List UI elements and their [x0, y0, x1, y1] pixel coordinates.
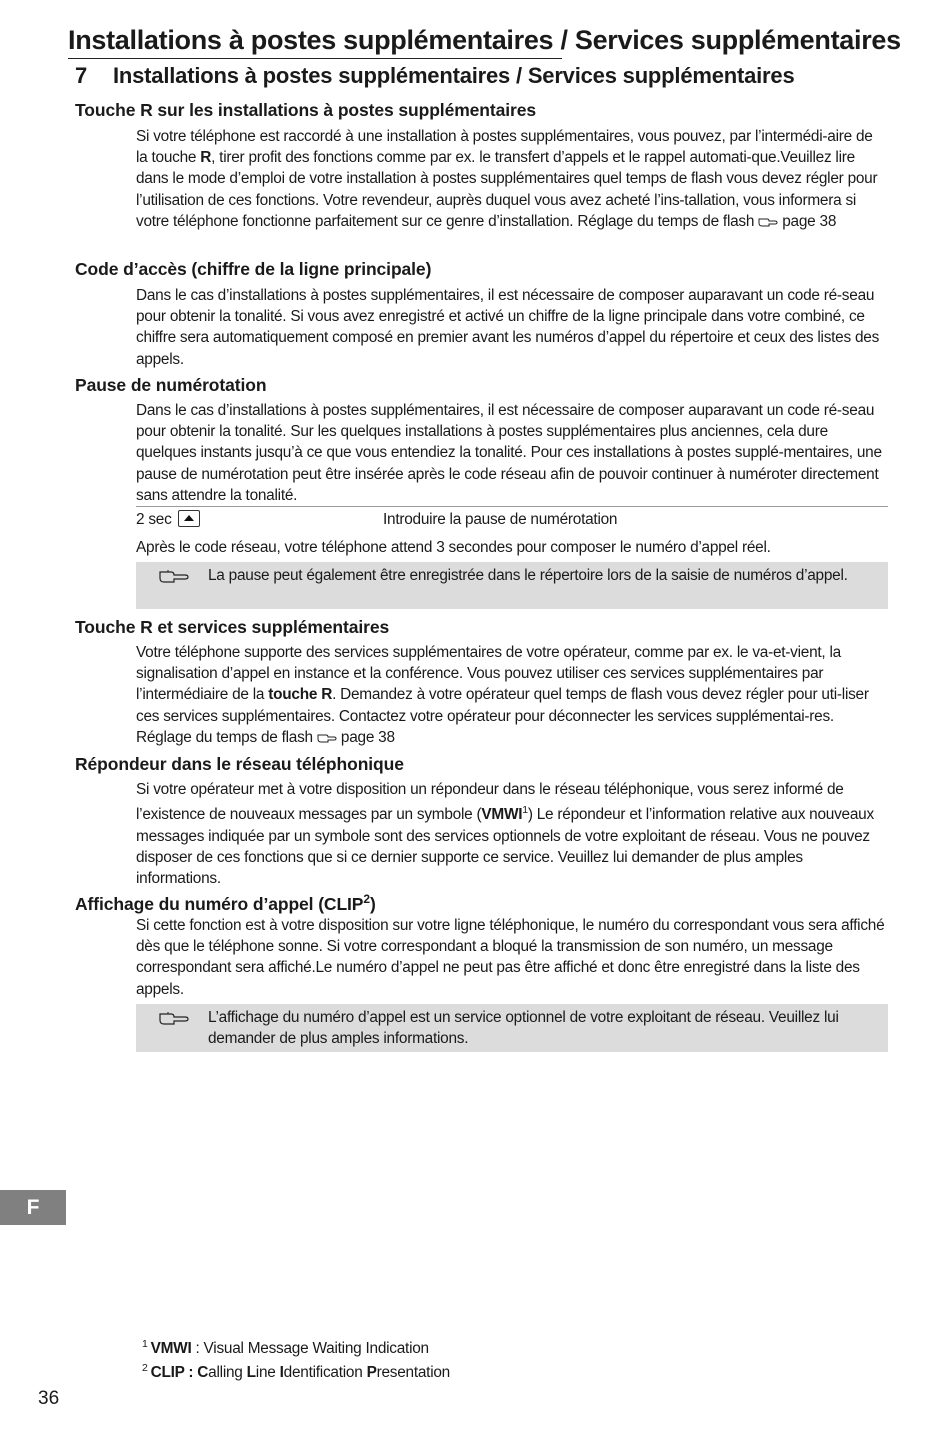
chapter-title: Installations à postes supplémentaires / Services supplémentaires	[113, 63, 795, 88]
language-tab: F	[0, 1190, 66, 1225]
pause-after-text: Après le code réseau, votre téléphone attend 3 secondes pour composer le numéro d’appel réel.	[136, 539, 771, 556]
section-title-pause: Pause de numérotation	[75, 375, 267, 395]
step-row	[136, 506, 888, 533]
pointing-hand-icon	[158, 568, 190, 584]
chapter-number: 7	[75, 63, 88, 88]
pointing-hand-icon	[317, 732, 337, 743]
page-header	[68, 22, 901, 58]
section-title-repondeur: Répondeur dans le réseau téléphonique	[75, 754, 404, 774]
section-title-clip: Affichage du numéro d’appel (CLIP$^2$)	[75, 892, 376, 914]
section-title-code-acces: Code d’accès (chiffre de la ligne principale)	[75, 259, 432, 279]
note-box-clip	[136, 1004, 888, 1052]
section-title-services: Touche R et services supplémentaires	[75, 617, 390, 637]
note-box-pause	[136, 562, 888, 609]
page-ref: page 38	[340, 728, 395, 746]
section-text-repondeur: Si votre opérateur met à votre disposition un répondeur dans le réseau téléphonique, vous serez informé de l’existence de nouveaux messages par un symbole (VMWI$^1$) Le répondeur et l’information relative aux nouveaux messages indiquée par un symbole sont des services optionnels de votre exploitant de réseau. Vous ne pouvez disposer de ces fonctions que si ce dernier supporte ce service. Veuillez lui demander de plus amples informations.	[136, 781, 874, 887]
page-ref: page 38	[782, 212, 837, 230]
pointing-hand-icon	[758, 216, 778, 227]
footnote-1: $^1$ VMWI : Visual Message Waiting Indication	[142, 1338, 429, 1357]
section-text-services: Votre téléphone supporte des services supplémentaires de votre opérateur, comme par ex. le va-et-vient, la signalisation d’appel en instance et la conférence. Vous pouvez utiliser ces services supplémentaires par l’intermédiaire de la touche R. Demandez à votre opérateur quel temps de flash vous devez régler pour uti-liser ces services supplémentaires. Contactez votre opérateur pour déconnecter les services supplémentai-res. Réglage du temps de flash page 38	[136, 644, 869, 746]
step-description: Introduire la pause de numérotation	[383, 511, 618, 528]
step-key: 2 sec	[136, 510, 200, 530]
chapter-heading	[75, 62, 795, 90]
section-text-code-acces: Dans le cas d’installations à postes supplémentaires, il est nécessaire de composer auparavant un code ré-seau pour obtenir la tonalité. Si vous avez enregistré et activé un chiffre de la ligne principale dans votre combiné, ce chiffre sera automatiquement composé en premier avant les numéros d’appel du répertoire et ceux des listes des appels.	[136, 287, 880, 368]
running-title: Installations à postes supplémentaires / Services supplémentaires	[68, 25, 901, 55]
page-number: 36	[38, 1388, 60, 1409]
note-text-pause: La pause peut également être enregistrée dans le répertoire lors de la saisie de numéros d’appel.	[208, 567, 848, 584]
section-text-clip: Si cette fonction est à votre disposition sur votre ligne téléphonique, le numéro du correspondant vous sera affiché dès que le téléphone sonne. Si votre correspondant a bloqué la transmission de son numéro, un message correspondant sera affiché.Le numéro d’appel ne peut pas être affiché et donc être enregistré dans la liste des appels.	[136, 917, 885, 998]
header-rule	[68, 58, 562, 59]
section-title-touche-r: Touche R sur les installations à postes supplémentaires	[75, 100, 536, 120]
section-text-pause: Dans le cas d’installations à postes supplémentaires, il est nécessaire de composer auparavant un code ré-seau pour obtenir la tonalité. Sur les quelques installations à postes supplémentaires plus anciennes, cela dure quelques instants jusqu’à ce que vous entendiez la tonalité. Pour ces installations à postes supplé-mentaires, une pause de numérotation peut être insérée après le code réseau afin de pouvoir continuer à numéroter directement sans attendre la tonalité.	[136, 402, 882, 504]
section-text-touche-r: Si votre téléphone est raccordé à une installation à postes supplémentaires, vous pouvez, par l’intermédi-aire de la touche R, tirer profit des fonctions comme par ex. le transfert d’appels et le rappel automati-que.Veuillez lire dans le mode d’emploi de votre installation à postes supplémentaires quel temps de flash vous devez régler pour l’utilisation de ces fonctions. Votre revendeur, auprès duquel vous avez acheté l’ins-tallation, vous informera si votre téléphone fonctionne parfaitement sur ce genre d’installation. Réglage du temps de flash page 38	[136, 128, 878, 230]
note-text-clip: L’affichage du numéro d’appel est un service optionnel de votre exploitant de réseau. Veuillez lui demander de plus amples informations.	[208, 1009, 839, 1048]
pointing-hand-icon	[158, 1010, 190, 1026]
footnote-2: $^2$ CLIP : Calling Line Identification Presentation	[142, 1362, 450, 1381]
up-arrow-key-icon	[178, 510, 200, 527]
